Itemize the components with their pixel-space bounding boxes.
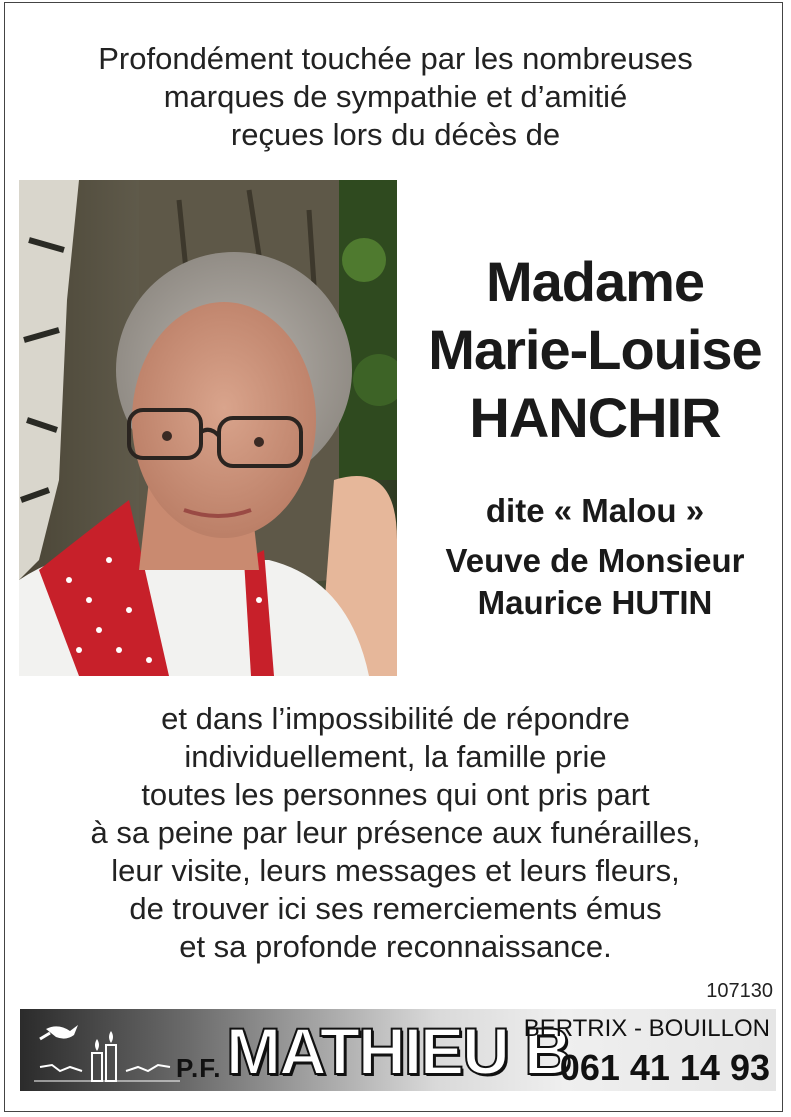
widow-line: Veuve de Monsieur bbox=[445, 542, 745, 579]
body-text bbox=[0, 700, 791, 966]
name-last: HANCHIR bbox=[469, 386, 721, 449]
intro-line: Profondément touchée par les nombreuses bbox=[98, 41, 693, 76]
intro-line: marques de sympathie et d’amitié bbox=[163, 79, 628, 114]
name-title: Madame bbox=[485, 250, 705, 313]
intro-text bbox=[0, 40, 791, 154]
body-line: et sa profonde reconnaissance. bbox=[179, 929, 612, 964]
name-first: Marie-Louise bbox=[428, 318, 762, 381]
funeral-home-name: MATHIEU B bbox=[226, 1014, 570, 1088]
funeral-prefix: P.F. bbox=[176, 1053, 222, 1083]
deceased-name bbox=[400, 248, 790, 452]
nickname: dite « Malou » bbox=[485, 492, 705, 529]
funeral-home-banner bbox=[20, 1009, 776, 1091]
candle-icon bbox=[92, 1031, 116, 1081]
body-line: toutes les personnes qui ont pris part bbox=[141, 777, 650, 812]
deceased-details bbox=[420, 488, 770, 624]
body-line: individuellement, la famille prie bbox=[184, 739, 607, 774]
body-line: leur visite, leurs messages et leurs fleurs, bbox=[111, 853, 680, 888]
funeral-home-cities: BERTRIX - BOUILLON bbox=[523, 1015, 770, 1042]
reference-number: 107130 bbox=[706, 980, 773, 1002]
dove-icon bbox=[40, 1025, 78, 1039]
funeral-home-phone: 061 41 14 93 bbox=[559, 1047, 770, 1088]
body-line: de trouver ici ses remerciements émus bbox=[129, 891, 662, 926]
funeral-home-logo bbox=[30, 1015, 190, 1087]
body-line: et dans l’impossibilité de répondre bbox=[161, 701, 630, 736]
intro-line: reçues lors du décès de bbox=[230, 117, 561, 152]
body-line: à sa peine par leur présence aux funérailles, bbox=[90, 815, 701, 850]
portrait-photo bbox=[19, 180, 397, 676]
widow-line: Maurice HUTIN bbox=[477, 584, 713, 621]
